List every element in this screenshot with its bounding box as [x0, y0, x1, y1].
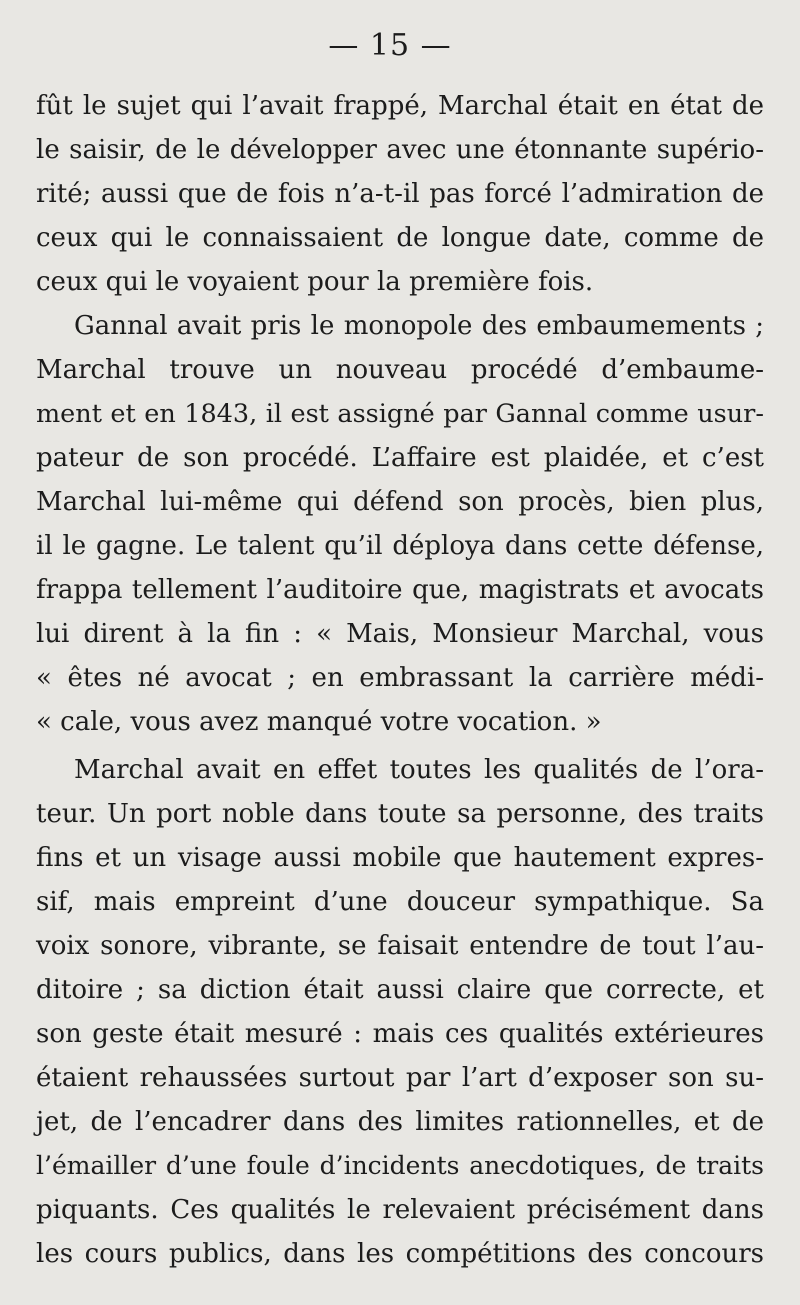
- text-line: jet, de l’encadrer dans des limites rationnelles, et de: [36, 1107, 764, 1137]
- text-line: étaient rehaussées surtout par l’art d’exposer son su-: [36, 1063, 764, 1093]
- text-line: l’émailler d’une foule d’incidents anecdotiques, de traits: [36, 1151, 764, 1180]
- text-line: voix sonore, vibrante, se faisait entendre de tout l’au-: [36, 931, 764, 961]
- text-line: ditoire ; sa diction était aussi claire que correcte, et: [36, 975, 764, 1005]
- text-line: teur. Un port noble dans toute sa personne, des traits: [36, 799, 764, 829]
- text-line: Marchal lui-même qui défend son procès, bien plus,: [36, 487, 764, 517]
- text-line: sif, mais empreint d’une douceur sympathique. Sa: [36, 887, 764, 917]
- text-line: fins et un visage aussi mobile que hautement expres-: [36, 843, 764, 873]
- text-line: Marchal avait en effet toutes les qualités de l’ora-: [74, 755, 764, 785]
- text-line: Gannal avait pris le monopole des embaumements ;: [74, 311, 764, 341]
- text-line: lui dirent à la fin : « Mais, Monsieur Marchal, vous: [36, 619, 764, 649]
- text-line: ceux qui le connaissaient de longue date, comme de: [36, 223, 764, 253]
- text-line: frappa tellement l’auditoire que, magistrats et avocats: [36, 575, 764, 605]
- text-line: « cale, vous avez manqué votre vocation. »: [36, 707, 602, 737]
- text-line: son geste était mesuré : mais ces qualités extérieures: [36, 1019, 764, 1049]
- text-line: il le gagne. Le talent qu’il déploya dans cette défense,: [36, 531, 764, 561]
- text-line: « êtes né avocat ; en embrassant la carrière médi-: [36, 663, 764, 693]
- page-number: — 15 —: [328, 28, 452, 63]
- text-line: piquants. Ces qualités le relevaient précisément dans: [36, 1195, 764, 1225]
- text-line: pateur de son procédé. L’affaire est plaidée, et c’est: [36, 443, 764, 473]
- text-line: ceux qui le voyaient pour la première fois.: [36, 267, 594, 297]
- text-line: rité; aussi que de fois n’a-t-il pas forcé l’admiration de: [36, 179, 764, 209]
- text-line: Marchal trouve un nouveau procédé d’embaume-: [36, 355, 764, 385]
- text-line: les cours publics, dans les compétitions des concours: [36, 1239, 764, 1269]
- text-line: le saisir, de le développer avec une étonnante supério-: [36, 135, 764, 165]
- text-line: ment et en 1843, il est assigné par Gannal comme usur-: [36, 399, 764, 429]
- text-line: fût le sujet qui l’avait frappé, Marchal était en état de: [36, 91, 764, 121]
